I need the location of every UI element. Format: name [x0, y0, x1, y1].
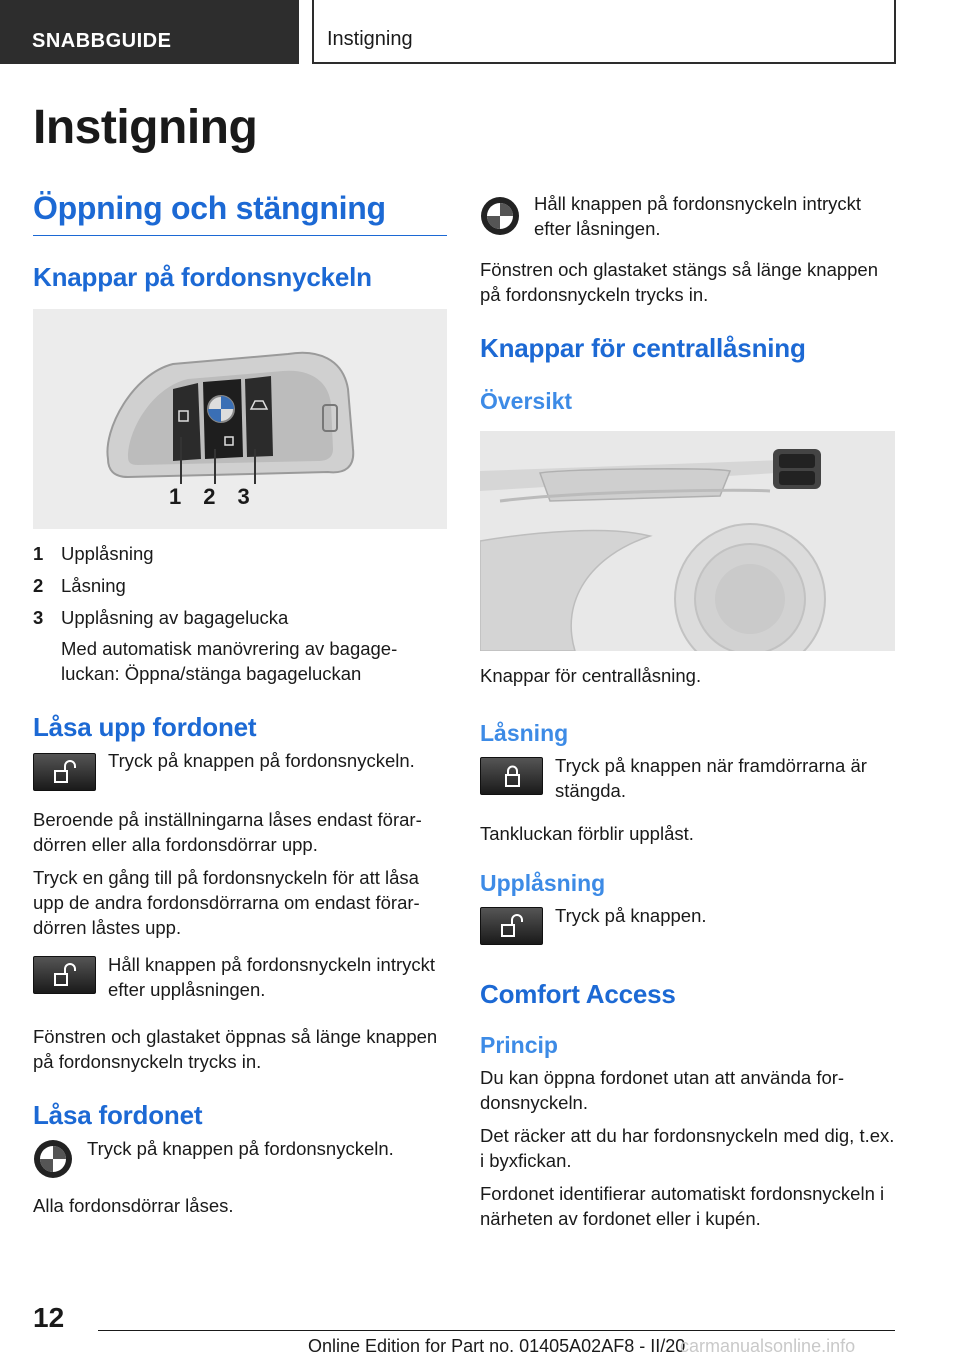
unlocking-instruction [480, 907, 895, 945]
locking-paragraph: Tankluckan förblir upplåst. [480, 823, 694, 844]
footer-edition: Online Edition for Part no. 01405A02AF8 - II/20 [308, 1336, 686, 1356]
key-legend [33, 541, 447, 686]
unlock-instruction-text: Tryck på knappen på fordonsnyckeln. [108, 750, 415, 771]
lock-hold-text: Håll knappen på fordonsnyckeln intryckt efter låsningen. [534, 193, 862, 239]
callout-1: 1 [169, 484, 182, 509]
topic-tab: Instigning [312, 0, 896, 64]
key-buttons-heading: Knappar på fordonsnyckeln [33, 262, 372, 292]
door-panel-image [480, 431, 895, 651]
section-tab: SNABBGUIDE [0, 0, 299, 64]
bmw-logo-icon [33, 1139, 73, 1179]
legend-subtext: Med automatisk manövrering av bagage-luckan: Öppna/stänga bagageluckan [61, 638, 398, 684]
lock-hold-instruction [480, 193, 895, 241]
unlock-button-icon [480, 907, 543, 945]
right-column [480, 190, 895, 1231]
legend-num: 1 [33, 543, 44, 564]
page-number: 12 [33, 1302, 65, 1333]
bmw-logo-icon [480, 196, 520, 236]
left-column [33, 190, 447, 1218]
legend-num: 3 [33, 607, 44, 628]
locking-instruction [480, 757, 895, 803]
principle-paragraph: Fordonet identifierar automatiskt fordonsnyckeln i närheten av fordonet eller i kupén. [480, 1183, 885, 1229]
lock-vehicle-heading: Låsa fordonet [33, 1100, 203, 1130]
legend-text: Låsning [61, 575, 126, 596]
close-windows-paragraph: Fönstren och glastaket stängs så länge knappen på fordonsnyckeln trycks in. [480, 259, 879, 305]
locking-heading: Låsning [480, 720, 569, 746]
central-locking-heading: Knappar för centrallåsning [480, 333, 806, 363]
overview-heading: Översikt [480, 388, 573, 414]
unlock-hold-text: Håll knappen på fordonsnyckeln intryckt efter upplåsningen. [108, 954, 436, 1000]
unlock-button-icon [33, 956, 96, 994]
comfort-access-heading: Comfort Access [480, 979, 676, 1009]
unlock-button-icon [33, 753, 96, 791]
page-title: Instigning [33, 101, 258, 154]
section-heading-opening: Öppning och stängning [33, 190, 447, 236]
door-panel-illustration [480, 431, 895, 651]
footer-divider [98, 1330, 895, 1331]
callout-2: 2 [203, 484, 216, 509]
unlocking-text: Tryck på knappen. [555, 905, 707, 926]
unlock-paragraph: Beroende på inställningarna låses endast förar-dörren eller alla fordonsdörrar upp. [33, 809, 422, 855]
unlock-hold-instruction [33, 956, 447, 1002]
lock-paragraph: Alla fordonsdörrar låses. [33, 1195, 234, 1216]
key-callouts [169, 484, 250, 510]
lock-instruction [33, 1139, 447, 1179]
legend-item [33, 541, 447, 566]
principle-heading: Princip [480, 1032, 558, 1058]
principle-paragraph: Det räcker att du har fordonsnyckeln med dig, t.ex. i byxfickan. [480, 1125, 895, 1171]
unlock-instruction [33, 750, 447, 791]
legend-text: Upplåsning av bagagelucka [61, 607, 289, 628]
principle-paragraph: Du kan öppna fordonet utan att använda for-donsnyckeln. [480, 1067, 845, 1113]
unlocking-heading: Upplåsning [480, 870, 606, 896]
legend-text: Upplåsning [61, 543, 154, 564]
locking-text: Tryck på knappen när framdörrarna är stängda. [555, 755, 867, 801]
key-fob-image [33, 309, 447, 529]
watermark: carmanualsonline.info [680, 1336, 856, 1356]
unlock-windows-paragraph: Fönstren och glastaket öppnas så länge knappen på fordonsnyckeln trycks in. [33, 1026, 438, 1072]
lock-button-icon [480, 757, 543, 795]
unlock-paragraph: Tryck en gång till på fordonsnyckeln för att låsa upp de andra fordonsdörrarna om endast förar-dörren låstes upp. [33, 867, 420, 938]
unlock-vehicle-heading: Låsa upp fordonet [33, 712, 257, 742]
lock-instruction-text: Tryck på knappen på fordonsnyckeln. [87, 1138, 394, 1159]
legend-num: 2 [33, 575, 44, 596]
callout-3: 3 [237, 484, 250, 509]
door-image-caption: Knappar för centrallåsning. [480, 665, 702, 686]
legend-item [33, 605, 447, 630]
legend-item [33, 573, 447, 598]
